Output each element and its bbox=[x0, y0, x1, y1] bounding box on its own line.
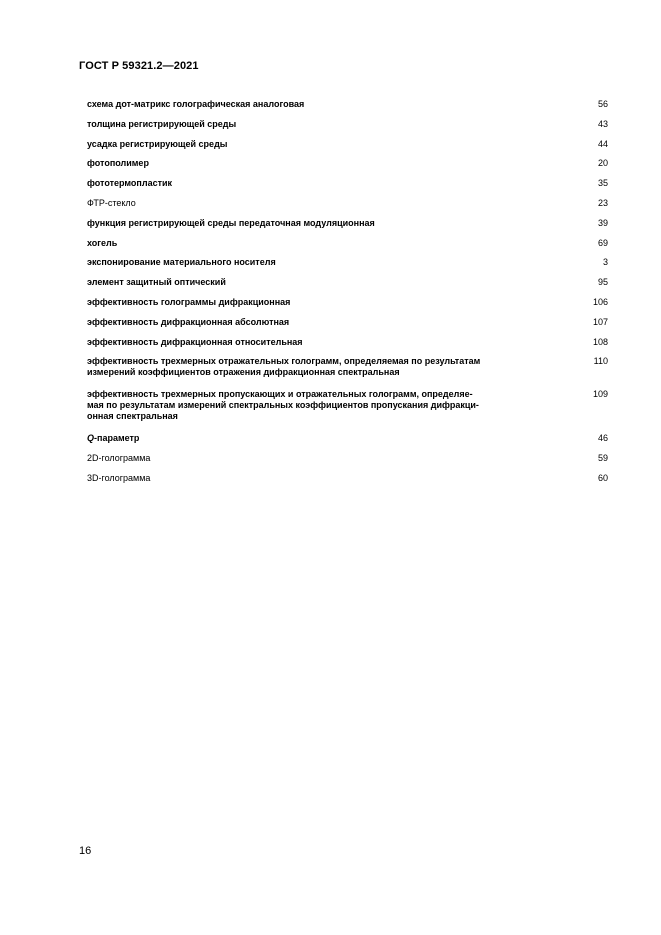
index-page-ref: 110 bbox=[593, 356, 608, 367]
index-page-ref: 60 bbox=[597, 472, 608, 483]
page-number: 16 bbox=[79, 845, 92, 857]
index-page-ref: 59 bbox=[597, 453, 608, 464]
index-page-ref: 108 bbox=[592, 336, 608, 347]
index-row bbox=[87, 452, 608, 472]
index-term: ФТР-стекло bbox=[87, 197, 136, 208]
index-page-ref: 20 bbox=[597, 158, 608, 169]
index-term-line: мая по результатам измерений спектральных коэффициентов пропускания дифракци- bbox=[87, 400, 479, 411]
index-row bbox=[87, 276, 608, 296]
index-page-ref: 56 bbox=[597, 99, 608, 109]
index-row bbox=[87, 355, 608, 388]
index-term-line: онная спектральная bbox=[87, 411, 178, 422]
index-term-line: эффективность трехмерных отражательных голограмм, определяемая по результатам bbox=[87, 356, 481, 367]
index-row bbox=[87, 256, 608, 276]
index-term-rest: -параметр bbox=[94, 433, 140, 444]
index-term: фотополимер bbox=[87, 158, 149, 169]
index-row bbox=[87, 118, 608, 138]
index-page-ref: 95 bbox=[597, 277, 608, 288]
index-row bbox=[87, 296, 608, 316]
index-term-line: измерений коэффициентов отражения дифракционная спектральная bbox=[87, 367, 400, 378]
index-page-ref: 107 bbox=[592, 316, 608, 327]
index-page-ref: 39 bbox=[597, 217, 608, 228]
document-header: ГОСТ Р 59321.2—2021 bbox=[79, 60, 199, 72]
index-term: функция регистрирующей среды передаточная модуляционная bbox=[87, 217, 375, 228]
index-term: экспонирование материального носителя bbox=[87, 257, 276, 268]
index-term: усадка регистрирующей среды bbox=[87, 138, 228, 149]
index-row bbox=[87, 157, 608, 177]
index-term: хогель bbox=[87, 237, 118, 248]
index-row bbox=[87, 138, 608, 158]
index-term: эффективность дифракционная абсолютная bbox=[87, 316, 290, 327]
index-row bbox=[87, 177, 608, 197]
index-row bbox=[87, 432, 608, 452]
index-page-ref: 35 bbox=[597, 178, 608, 189]
index-row bbox=[87, 316, 608, 336]
index-list bbox=[87, 98, 608, 492]
index-row bbox=[87, 237, 608, 257]
index-term: эффективность голограммы дифракционная bbox=[87, 296, 291, 307]
index-term bbox=[87, 355, 527, 378]
index-page-ref: 109 bbox=[592, 389, 608, 400]
index-row bbox=[87, 98, 608, 118]
index-row bbox=[87, 217, 608, 237]
index-term-italic: Q bbox=[87, 433, 95, 444]
index-term-line: эффективность трехмерных пропускающих и отражательных голограмм, определяе- bbox=[87, 389, 473, 400]
index-page-ref: 69 bbox=[597, 237, 608, 248]
index-page-ref: 106 bbox=[592, 296, 608, 307]
index-row bbox=[87, 336, 608, 356]
index-row bbox=[87, 472, 608, 492]
index-row bbox=[87, 388, 608, 432]
index-term: фототермопластик bbox=[87, 178, 173, 189]
index-page-ref: 46 bbox=[597, 433, 608, 444]
index-row bbox=[87, 197, 608, 217]
index-term: 3D-голограмма bbox=[87, 472, 151, 483]
index-page-ref: 44 bbox=[597, 138, 608, 149]
index-term: эффективность дифракционная относительная bbox=[87, 336, 303, 347]
index-term: 2D-голограмма bbox=[87, 453, 151, 464]
index-page-ref: 23 bbox=[597, 197, 608, 208]
index-page-ref: 3 bbox=[602, 257, 608, 268]
index-page-ref: 43 bbox=[597, 118, 608, 129]
index-term: толщина регистрирующей среды bbox=[87, 118, 237, 129]
index-term bbox=[87, 432, 527, 444]
index-term bbox=[87, 388, 527, 422]
index-term: схема дот-матрикс голографическая аналоговая bbox=[87, 99, 305, 109]
index-term: элемент защитный оптический bbox=[87, 277, 226, 288]
